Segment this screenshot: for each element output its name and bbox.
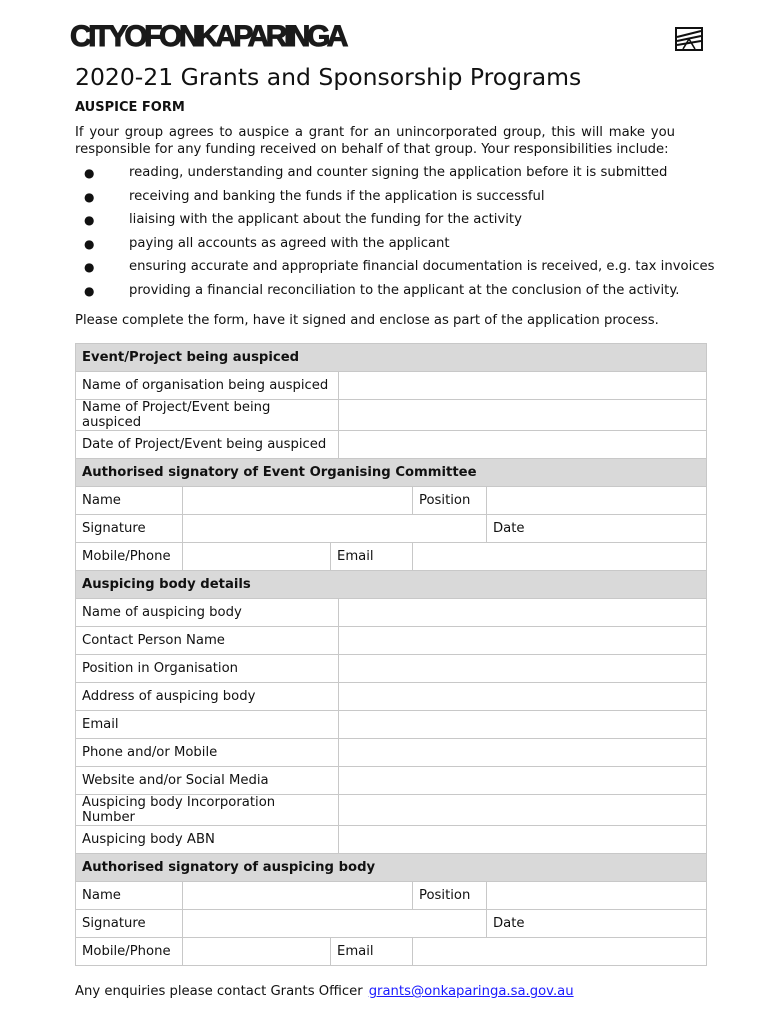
project-name-field[interactable] [339, 400, 707, 431]
field-label: Auspicing body ABN [76, 826, 339, 854]
section-header-event: Event/Project being auspiced [76, 344, 707, 372]
table-row [76, 599, 707, 627]
field-label: Signature [76, 910, 183, 938]
section-header-body-signatory: Authorised signatory of auspicing body [76, 854, 707, 882]
auspicing-email-field[interactable] [339, 711, 707, 739]
table-row [76, 739, 707, 767]
footer-text: Any enquiries please contact Grants Officer [75, 984, 363, 999]
bullet-icon: ● [84, 166, 95, 180]
list-item: ● liaising with the applicant about the funding for the activity [75, 210, 715, 234]
field-label: Website and/or Social Media [76, 767, 339, 795]
organisation-auspiced-field[interactable] [339, 372, 707, 400]
bullet-icon: ● [84, 283, 95, 298]
council-logo: CITYOFONKAPARINGA [70, 20, 345, 53]
field-label: Email [76, 711, 339, 739]
body-signatory-date-field[interactable]: Date [487, 910, 707, 938]
bullet-icon: ● [84, 236, 95, 251]
field-label: Mobile/Phone [76, 938, 183, 966]
field-label: Phone and/or Mobile [76, 739, 339, 767]
auspicing-phone-field[interactable] [339, 739, 707, 767]
website-social-field[interactable] [339, 767, 707, 795]
table-row [76, 882, 707, 910]
auspicing-address-field[interactable] [339, 683, 707, 711]
position-in-organisation-field[interactable] [339, 655, 707, 683]
field-label: Auspicing body Incorporation Number [76, 795, 339, 826]
auspice-form-table [75, 343, 707, 966]
field-label: Name of Project/Event being auspiced [76, 400, 339, 431]
section-header-auspicing-body: Auspicing body details [76, 571, 707, 599]
list-item: ● reading, understanding and counter signing the application before it is submitted [75, 163, 715, 187]
table-row [76, 515, 707, 543]
field-label: Position [413, 487, 487, 515]
table-row [76, 938, 707, 966]
incorporation-number-field[interactable] [339, 795, 707, 826]
auspicing-body-name-field[interactable] [339, 599, 707, 627]
responsibilities-list [75, 163, 715, 305]
field-label: Date of Project/Event being auspiced [76, 431, 339, 459]
table-row [76, 910, 707, 938]
list-item: ● paying all accounts as agreed with the applicant [75, 234, 715, 258]
field-label: Contact Person Name [76, 627, 339, 655]
table-row [76, 655, 707, 683]
table-row [76, 431, 707, 459]
footer-enquiries [75, 983, 574, 1000]
list-item: ● providing a financial reconciliation to the applicant at the conclusion of the activity. [75, 281, 715, 305]
committee-date-field[interactable]: Date [487, 515, 707, 543]
table-row [76, 627, 707, 655]
field-label: Mobile/Phone [76, 543, 183, 571]
field-label: Name [76, 487, 183, 515]
field-label: Name of auspicing body [76, 599, 339, 627]
field-label: Email [331, 543, 413, 571]
body-signatory-position-field[interactable] [487, 882, 707, 910]
committee-signature-field[interactable] [183, 515, 487, 543]
table-row [76, 487, 707, 515]
body-signatory-mobile-field[interactable] [183, 938, 331, 966]
list-item: ● ensuring accurate and appropriate financial documentation is received, e.g. tax invoices [75, 257, 715, 281]
field-label: Name of organisation being auspiced [76, 372, 339, 400]
table-row [76, 400, 707, 431]
field-label: Name [76, 882, 183, 910]
field-label: Address of auspicing body [76, 683, 339, 711]
instruction-text: Please complete the form, have it signed and enclose as part of the application process. [75, 313, 659, 328]
abn-field[interactable] [339, 826, 707, 854]
committee-mobile-field[interactable] [183, 543, 331, 571]
intro-paragraph: If your group agrees to auspice a grant for an unincorporated group, this will make you responsible for any funding received on behalf of that group. Your responsibilities include: [75, 125, 675, 157]
field-label: Position [413, 882, 487, 910]
contact-person-field[interactable] [339, 627, 707, 655]
body-signatory-signature-field[interactable] [183, 910, 487, 938]
committee-email-field[interactable] [413, 543, 707, 571]
table-row [76, 683, 707, 711]
council-emblem-icon [675, 27, 703, 51]
table-row [76, 767, 707, 795]
field-label: Email [331, 938, 413, 966]
body-signatory-name-field[interactable] [183, 882, 413, 910]
table-row [76, 711, 707, 739]
body-signatory-email-field[interactable] [413, 938, 707, 966]
bullet-icon: ● [84, 213, 95, 228]
committee-position-field[interactable] [487, 487, 707, 515]
bullet-icon: ● [84, 189, 95, 204]
committee-name-field[interactable] [183, 487, 413, 515]
section-header-committee: Authorised signatory of Event Organising Committee [76, 459, 707, 487]
field-label: Position in Organisation [76, 655, 339, 683]
project-date-field[interactable] [339, 431, 707, 459]
table-row [76, 795, 707, 826]
table-row [76, 826, 707, 854]
table-row [76, 543, 707, 571]
bullet-icon: ● [84, 260, 95, 275]
page-title: 2020-21 Grants and Sponsorship Programs [75, 63, 582, 91]
grants-email-link[interactable]: grants@onkaparinga.sa.gov.au [368, 984, 574, 999]
field-label: Signature [76, 515, 183, 543]
form-subtitle: AUSPICE FORM [75, 100, 185, 115]
table-row [76, 372, 707, 400]
list-item: ● receiving and banking the funds if the application is successful [75, 187, 715, 211]
